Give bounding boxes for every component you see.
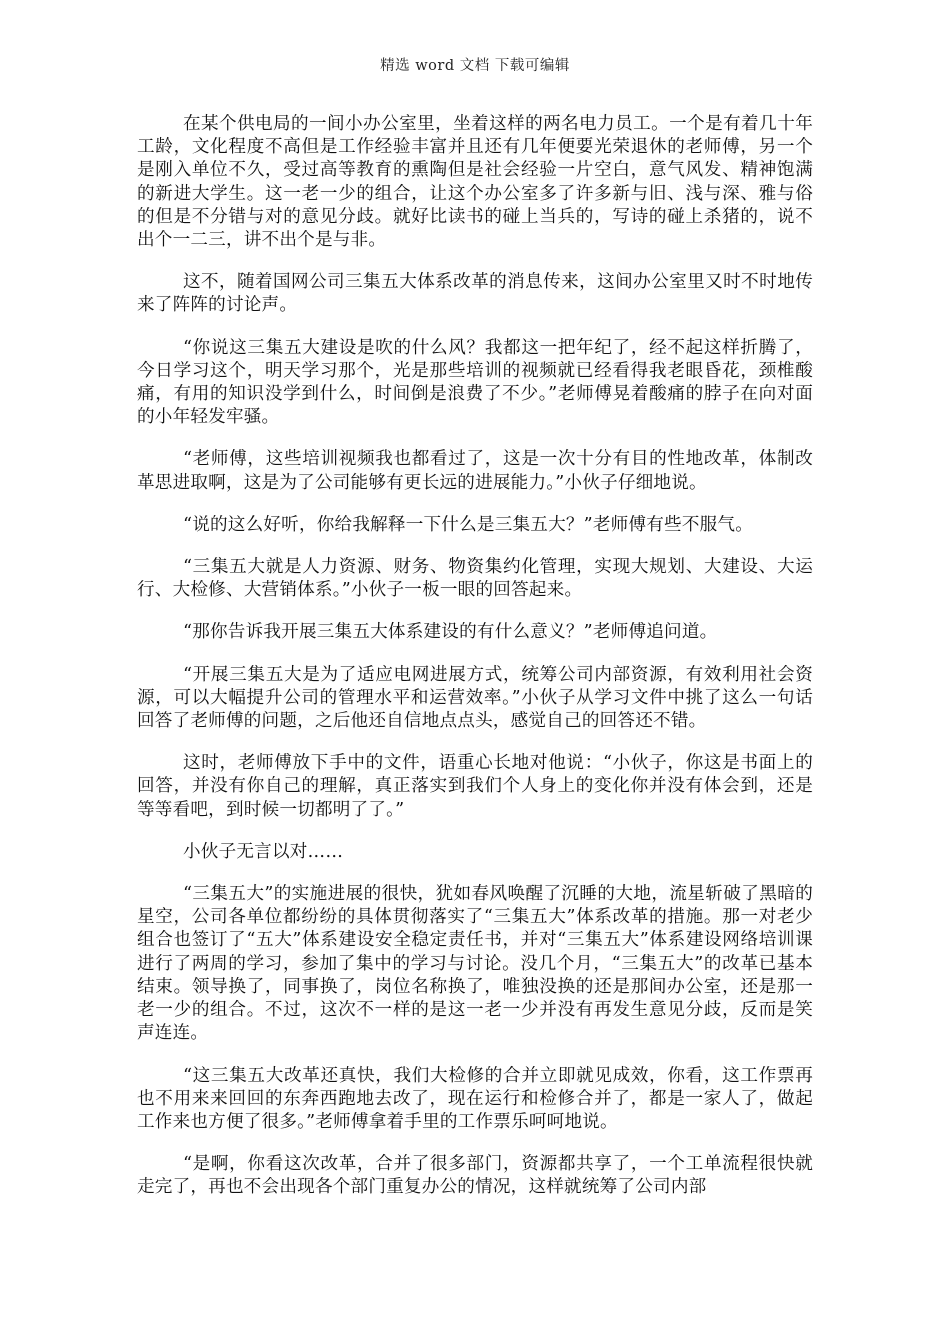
- paragraph: “是啊，你看这次改革，合并了很多部门，资源都共享了，一个工单流程很快就走完了，再也不会出现各个部门重复办公的情况，这样就统筹了公司内部: [137, 1154, 813, 1198]
- paragraph: 小伙子无言以对……: [183, 841, 344, 862]
- paragraph: “你说这三集五大建设是吹的什么风？我都这一把年纪了，经不起这样折腾了，今日学习这个，明天学习那个，光是那些培训的视频就已经看得我老眼昏花，颈椎酸痛，有用的知识没学到什么，时间倒是浪费了不少。”老师傅晃着酸痛的脖子在向对面的小年轻发牢骚。: [137, 337, 813, 428]
- paragraph: “三集五大”的实施进展的很快，犹如春风唤醒了沉睡的大地，流星斩破了黑暗的星空，公司各单位都纷纷的具体贯彻落实了“三集五大”体系改革的措施。那一对老少组合也签订了“五大”体系建设安全稳定责任书，并对“三集五大”体系建设网络培训课进行了两周的学习，参加了集中的学习与讨论。没几个月，“三集五大”的改革已基本结束。领导换了，同事换了，岗位名称换了，唯独没换的还是那间办公室，还是那一老一少的组合。不过，这次不一样的是这一老一少并没有再发生意见分歧，反而是笑声连连。: [137, 884, 813, 1044]
- paragraph: “开展三集五大是为了适应电网进展方式，统筹公司内部资源，有效利用社会资源，可以大幅提升公司的管理水平和运营效率。”小伙子从学习文件中挑了这么一句话回答了老师傅的问题，之后他还自信地点点头，感觉自己的回答还不错。: [137, 664, 813, 732]
- page-header: 精选 word 文档 下载可编辑: [380, 58, 570, 74]
- paragraph: 在某个供电局的一间小办公室里，坐着这样的两名电力员工。一个是有着几十年工龄，文化程度不高但是工作经验丰富并且还有几年便要光荣退休的老师傅，另一个是刚入单位不久，受过高等教育的熏陶但是社会经验一片空白，意气风发、精神饱满的新进大学生。这一老一少的组合，让这个办公室多了许多新与旧、浅与深、雅与俗的但是不分错与对的意见分歧。就好比读书的碰上当兵的，写诗的碰上杀猪的，说不出个一二三，讲不出个是与非。: [137, 114, 813, 251]
- paragraph: “说的这么好听，你给我解释一下什么是三集五大？”老师傅有些不服气。: [183, 514, 753, 535]
- paragraph: “那你告诉我开展三集五大体系建设的有什么意义？”老师傅追问道。: [183, 622, 718, 643]
- paragraph: “三集五大就是人力资源、财务、物资集约化管理，实现大规划、大建设、大运行、大检修、大营销体系。”小伙子一板一眼的回答起来。: [137, 557, 813, 601]
- paragraph: “老师傅，这些培训视频我也都看过了，这是一次十分有目的性地改革，体制改革思进取啊，这是为了公司能够有更长远的进展能力。”小伙子仔细地说。: [137, 449, 813, 493]
- paragraph: “这三集五大改革还真快，我们大检修的合并立即就见成效，你看，这工作票再也不用来来回回的东奔西跑地去改了，现在运行和检修合并了，都是一家人了，做起工作来也方便了很多。”老师傅拿着手里的工作票乐呵呵地说。: [137, 1065, 813, 1132]
- paragraph: 这不，随着国网公司三集五大体系改革的消息传来，这间办公室里又时不时地传来了阵阵的讨论声。: [137, 272, 813, 316]
- paragraph: 这时，老师傅放下手中的文件，语重心长地对他说：“小伙子，你这是书面上的回答，并没有你自己的理解，真正落实到我们个人身上的变化你并没有体会到，还是等等看吧，到时候一切都明了了。”: [137, 753, 813, 820]
- document-body: [137, 113, 813, 1200]
